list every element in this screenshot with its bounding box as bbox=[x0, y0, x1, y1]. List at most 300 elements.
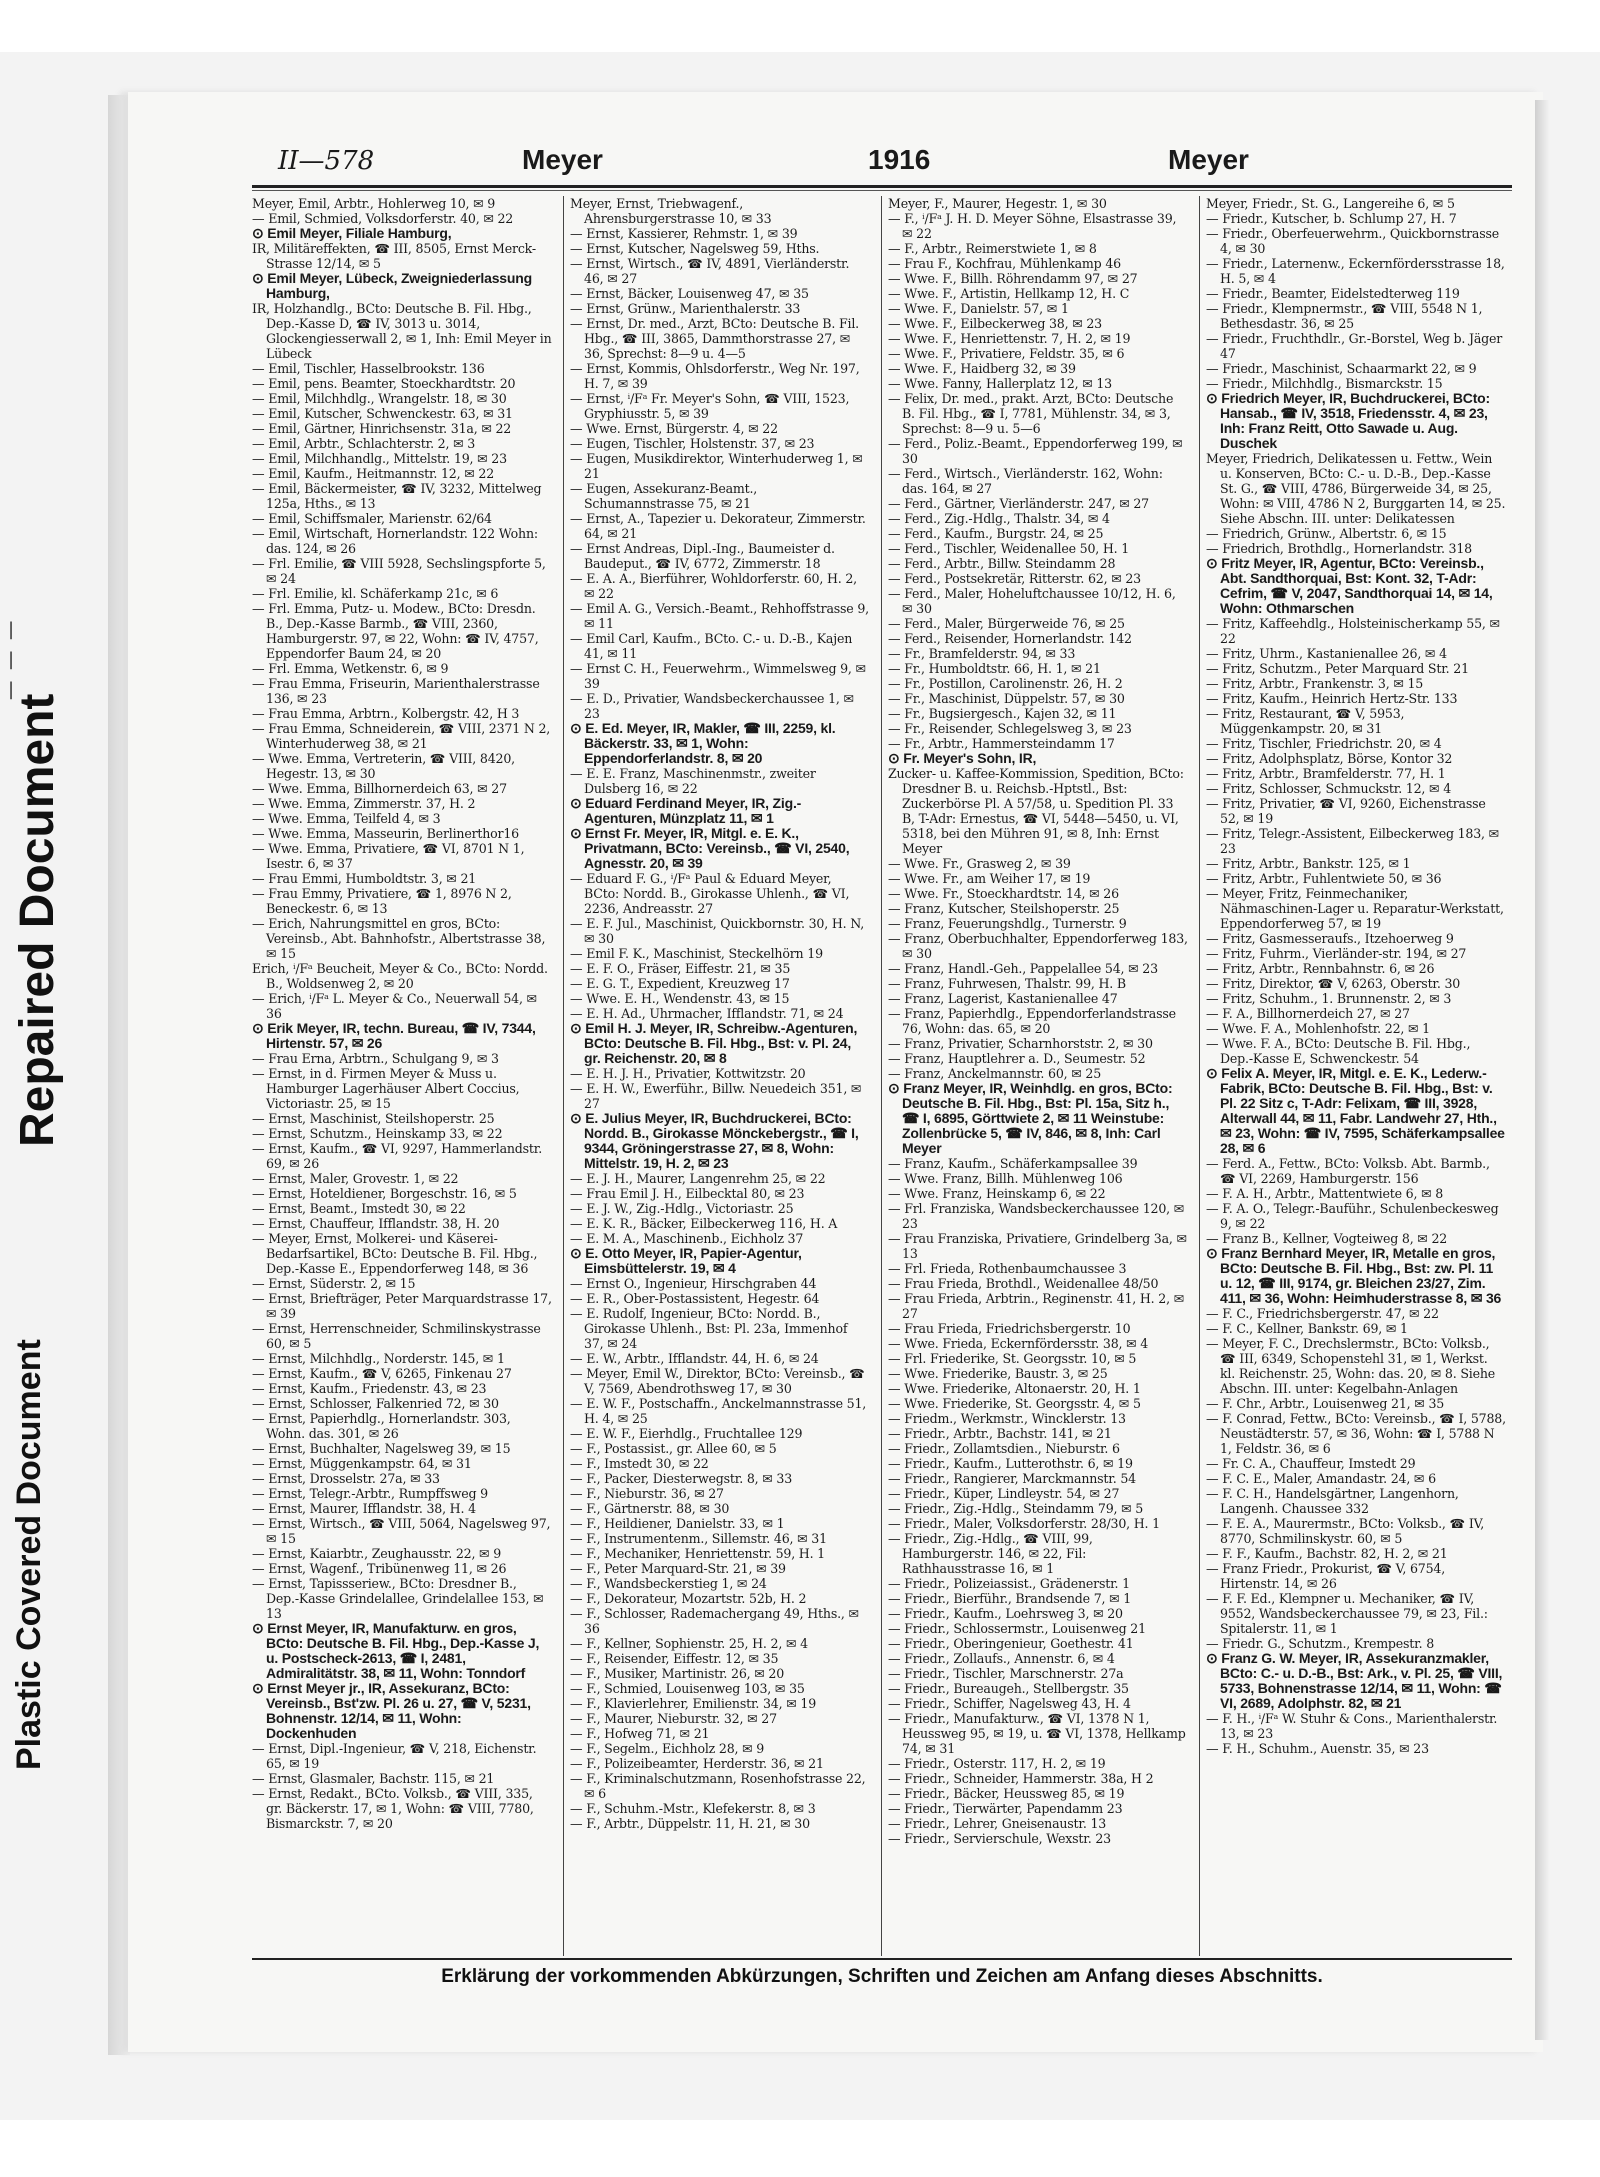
directory-entry: — Friedr., Manufakturw., ☎ VI, 1378 N 1, Heussweg 95, ✉ 19, u. ☎ VI, 1378, Hellkamp 74, ✉ 31 bbox=[888, 1711, 1186, 1756]
directory-entry: — E. D., Privatier, Wandsbeckerchaussee 1, ✉ 23 bbox=[570, 691, 854, 721]
directory-entry: — Friedr., Zig.-Hdlg., Steindamm 79, ✉ 5 bbox=[888, 1501, 1144, 1516]
directory-entry: — F., Mechaniker, Henriettenstr. 59, H. 1 bbox=[570, 1546, 825, 1561]
directory-entry: — Wwe. Fanny, Hallerplatz 12, ✉ 13 bbox=[888, 376, 1112, 391]
directory-entry: — Fr., Bugsiergesch., Kajen 32, ✉ 11 bbox=[888, 706, 1117, 721]
directory-entry: — Franz, Hauptlehrer a. D., Seumestr. 52 bbox=[888, 1051, 1146, 1066]
directory-entry: — Wwe. F. A., BCto: Deutsche B. Fil. Hbg., Dep.-Kasse E, Schwenckestr. 54 bbox=[1206, 1036, 1471, 1066]
directory-entry: — Fr., Maschinist, Düppelstr. 57, ✉ 30 bbox=[888, 691, 1125, 706]
directory-entry: — Frl. Franziska, Wandsbeckerchaussee 120, ✉ 23 bbox=[888, 1201, 1185, 1231]
directory-entry: — Ernst, Hoteldiener, Borgeschstr. 16, ✉ 5 bbox=[252, 1186, 517, 1201]
directory-entry: — F., Packer, Diesterwegstr. 8, ✉ 33 bbox=[570, 1471, 793, 1486]
directory-entry: — Frl. Friederike, St. Georgsstr. 10, ✉ 5 bbox=[888, 1351, 1137, 1366]
column-1 bbox=[252, 196, 552, 1956]
directory-entry: — Fritz, Uhrm., Kastanienallee 26, ✉ 4 bbox=[1206, 646, 1447, 661]
directory-entry: — Emil, Arbtr., Schlachterstr. 2, ✉ 3 bbox=[252, 436, 476, 451]
directory-entry: — Eugen, Assekuranz-Beamt., Schumannstrasse 75, ✉ 21 bbox=[570, 481, 758, 511]
page-number: II—578 bbox=[278, 146, 375, 176]
page-binding bbox=[108, 95, 130, 2055]
directory-entry: — Friedr., Schiffer, Nagelsweg 43, H. 4 bbox=[888, 1696, 1131, 1711]
directory-entry: — F., Dekorateur, Mozartstr. 52b, H. 2 bbox=[570, 1591, 807, 1606]
directory-entry: — E. M. A., Maschinenb., Eichholz 37 bbox=[570, 1231, 804, 1246]
directory-entry: — Ernst, Kaufm., ☎ VI, 9297, Hammerlandstr. 69, ✉ 26 bbox=[252, 1141, 543, 1171]
directory-entry: — Ernst, Drosselstr. 27a, ✉ 33 bbox=[252, 1471, 440, 1486]
directory-entry: — Wwe. F., Eilbeckerweg 38, ✉ 23 bbox=[888, 316, 1102, 331]
directory-entry: — Ferd., Wirtsch., Vierländerstr. 162, Wohn: das. 164, ✉ 27 bbox=[888, 466, 1163, 496]
firm-entry: ⊙ Fr. Meyer's Sohn, IR, bbox=[888, 750, 1037, 766]
directory-entry: — Frau Emil J. H., Eilbecktal 80, ✉ 23 bbox=[570, 1186, 805, 1201]
directory-entry: — F. C., Kellner, Bankstr. 69, ✉ 1 bbox=[1206, 1321, 1408, 1336]
directory-entry: — Eugen, Tischler, Holstenstr. 37, ✉ 23 bbox=[570, 436, 815, 451]
directory-entry: — Franz, Handl.-Geh., Pappelallee 54, ✉ 23 bbox=[888, 961, 1158, 976]
directory-entry: — Wwe. Emma, Privatiere, ☎ VI, 8701 N 1, Isestr. 6, ✉ 37 bbox=[252, 841, 525, 871]
directory-entry: — F. H., ⁱ/Fᵃ W. Stuhr & Cons., Marienthalerstr. 13, ✉ 23 bbox=[1206, 1711, 1498, 1741]
directory-entry: — Friedr., Rangierer, Marckmannstr. 54 bbox=[888, 1471, 1136, 1486]
page-header bbox=[250, 142, 1515, 180]
directory-entry: — Friedr., Bureaugeh., Stellbergstr. 35 bbox=[888, 1681, 1129, 1696]
directory-entry: — Fritz, Gasmesseraufs., Itzehoerweg 9 bbox=[1206, 931, 1454, 946]
directory-entry: — Wwe. F. A., Mohlenhofstr. 22, ✉ 1 bbox=[1206, 1021, 1430, 1036]
directory-entry: — Frau Emma, Friseurin, Marienthalerstrasse 136, ✉ 23 bbox=[252, 676, 540, 706]
directory-entry: — Friedr., Beamter, Eidelstedterweg 119 bbox=[1206, 286, 1460, 301]
directory-entry: — Fr., Reisender, Schlegelsweg 3, ✉ 23 bbox=[888, 721, 1132, 736]
directory-entry: — Ernst, Tapissseriew., BCto: Dresdner B., Dep.-Kasse Grindelallee, Grindelallee 153, ✉ 13 bbox=[252, 1576, 544, 1621]
directory-columns bbox=[252, 196, 1512, 1964]
directory-entry: — Ferd., Maler, Hoheluftchaussee 10/12, H. 6, ✉ 30 bbox=[888, 586, 1176, 616]
directory-entry: — Ernst C. H., Feuerwehrm., Wimmelsweg 9, ✉ 39 bbox=[570, 661, 866, 691]
directory-entry: — Friedr., Küper, Lindleystr. 54, ✉ 27 bbox=[888, 1486, 1120, 1501]
directory-entry: — Ernst, Papierhdlg., Hornerlandstr. 303, Wohn. das. 301, ✉ 26 bbox=[252, 1411, 511, 1441]
directory-entry: — Ernst, Kommis, Ohlsdorferstr., Weg Nr. 197, H. 7, ✉ 39 bbox=[570, 361, 860, 391]
directory-entry: — Ernst, Schutzm., Heinskamp 33, ✉ 22 bbox=[252, 1126, 503, 1141]
directory-entry: — Friedr., Kaufm., Lutterothstr. 6, ✉ 19 bbox=[888, 1456, 1133, 1471]
directory-entry: — Ferd., Arbtr., Billw. Steindamm 28 bbox=[888, 556, 1116, 571]
directory-entry: — Meyer, Ernst, Molkerei- und Käserei-Bedarfsartikel, BCto: Deutsche B. Fil. Hbg., Dep.-Kasse E., Eppendorferweg 148, ✉ 36 bbox=[252, 1231, 538, 1276]
directory-entry: — Friedr., Maler, Volksdorferstr. 28/30, H. 1 bbox=[888, 1516, 1160, 1531]
directory-entry: — Wwe. Friederike, Altonaerstr. 20, H. 1 bbox=[888, 1381, 1141, 1396]
column-divider bbox=[1199, 196, 1200, 1956]
repaired-document-label: Repaired Document bbox=[11, 693, 64, 1147]
directory-entry: — Ferd. A., Fettw., BCto: Volksb. Abt. Barmb., ☎ VI, 2269, Hamburgerstr. 156 bbox=[1206, 1156, 1490, 1186]
directory-entry: — Friedrich, Grünw., Albertstr. 6, ✉ 15 bbox=[1206, 526, 1447, 541]
directory-entry: — Friedr., Maschinist, Schaarmarkt 22, ✉ 9 bbox=[1206, 361, 1477, 376]
directory-entry: — Friedr., Servierschule, Wexstr. 23 bbox=[888, 1831, 1111, 1846]
directory-entry: — Ernst, Herrenschneider, Schmilinskystrasse 60, ✉ 5 bbox=[252, 1321, 541, 1351]
directory-entry: — Ferd., Kaufm., Burgstr. 24, ✉ 25 bbox=[888, 526, 1104, 541]
directory-entry: — Ernst, Dr. med., Arzt, BCto: Deutsche B. Fil. Hbg., ☎ III, 3865, Dammthorstrasse 27, ✉ 36, Sprechst: 8—9 u. 4—5 bbox=[570, 316, 859, 361]
directory-entry: — Ernst, Briefträger, Peter Marquardstrasse 17, ✉ 39 bbox=[252, 1291, 552, 1321]
directory-entry: — Felix, Dr. med., prakt. Arzt, BCto: Deutsche B. Fil. Hbg., ☎ I, 7781, Mühlenstr. 34, ✉ 3, Sprechst: 8—9 u. 5—6 bbox=[888, 391, 1174, 436]
directory-entry: Meyer, Friedrich, Delikatessen u. Fettw., Wein u. Konserven, BCto: C.- u. D.-B., Dep.-Kasse St. G., ☎ VIII, 4786, Bürgerweide 34, ✉ 25, Wohn: ✉ VIII, 4786 N 2, Burggarten 14, ✉ 25. Siehe Abschn. III. unter: Delikatessen bbox=[1206, 451, 1506, 526]
directory-entry: — Ernst O., Ingenieur, Hirschgraben 44 bbox=[570, 1276, 817, 1291]
directory-entry: IR, Militäreffekten, ☎ III, 8505, Ernst Merck-Strasse 12/14, ✉ 5 bbox=[252, 241, 536, 271]
directory-entry: — E. A. A., Bierführer, Wohldorferstr. 60, H. 2, ✉ 22 bbox=[570, 571, 857, 601]
directory-entry: — Fritz, Tischler, Friedrichstr. 20, ✉ 4 bbox=[1206, 736, 1442, 751]
directory-entry: — Fr. C. A., Chauffeur, Imstedt 29 bbox=[1206, 1456, 1416, 1471]
directory-entry: — F., Kellner, Sophienstr. 25, H. 2, ✉ 4 bbox=[570, 1636, 808, 1651]
directory-entry: — Emil, Schmied, Volksdorferstr. 40, ✉ 22 bbox=[252, 211, 514, 226]
directory-entry: — Ernst, Dipl.-Ingenieur, ☎ V, 218, Eichenstr. 65, ✉ 19 bbox=[252, 1741, 537, 1771]
directory-entry: — Emil, Schiffsmaler, Marienstr. 62/64 bbox=[252, 511, 492, 526]
directory-entry: — Fr., Bramfelderstr. 94, ✉ 33 bbox=[888, 646, 1076, 661]
directory-entry: — Wwe. F., Artistin, Hellkamp 12, H. C bbox=[888, 286, 1130, 301]
directory-entry: — Frau Emma, Arbtrn., Kolbergstr. 42, H 3 bbox=[252, 706, 520, 721]
directory-entry: — Frau Frieda, Arbtrin., Reginenstr. 41, H. 2, ✉ 27 bbox=[888, 1291, 1185, 1321]
directory-entry: — Frau Emmi, Humboldtstr. 3, ✉ 21 bbox=[252, 871, 477, 886]
directory-entry: — Friedr., Kaufm., Loehrsweg 3, ✉ 20 bbox=[888, 1606, 1123, 1621]
directory-entry: — Friedr., Zig.-Hdlg., ☎ VIII, 99, Hamburgerstr. 146, ✉ 22, Fil: Rathhausstrasse 16, ✉ 1 bbox=[888, 1531, 1093, 1576]
header-rule-thin bbox=[252, 190, 1512, 191]
directory-entry: — E. F. Jul., Maschinist, Quickbornstr. 30, H. N, ✉ 30 bbox=[570, 916, 865, 946]
directory-entry: — E. W. F., Eierhdlg., Fruchtallee 129 bbox=[570, 1426, 803, 1441]
directory-entry: — Friedr., Klempnermstr., ☎ VIII, 5548 N 1, Bethesdastr. 36, ✉ 25 bbox=[1206, 301, 1483, 331]
directory-entry: — Fr., Postillon, Carolinenstr. 26, H. 2 bbox=[888, 676, 1123, 691]
firm-entry: ⊙ Felix A. Meyer, IR, Mitgl. e. E. K., Lederw.-Fabrik, BCto: Deutsche B. Fil. Hbg., Bst: v. Pl. 22 Sitz c, T-Adr: Felixam, ☎ III, 3928, Alterwall 44, ✉ 11, Fabr. Landwehr 27, Hth., ✉ 23, Wohn: ☎ IV, 7595, Schäferkampsallee 28, ✉ 6 bbox=[1206, 1065, 1505, 1156]
directory-entry: — Ernst, Müggenkampstr. 64, ✉ 31 bbox=[252, 1456, 472, 1471]
directory-entry: — F., Maurer, Nieburstr. 32, ✉ 27 bbox=[570, 1711, 777, 1726]
directory-entry: — E. H. J. H., Privatier, Kottwitzstr. 20 bbox=[570, 1066, 806, 1081]
directory-entry: — Franz B., Kellner, Vogteiweg 8, ✉ 22 bbox=[1206, 1231, 1448, 1246]
directory-entry: — Ernst, Wagenf., Tribünenweg 11, ✉ 26 bbox=[252, 1561, 507, 1576]
directory-entry: — Wwe. Frieda, Eckernfördersstr. 38, ✉ 4 bbox=[888, 1336, 1149, 1351]
directory-entry: — Emil, Milchhandlg., Mittelstr. 19, ✉ 23 bbox=[252, 451, 507, 466]
footer-rule bbox=[252, 1958, 1512, 1960]
directory-entry: — Ferd., Poliz.-Beamt., Eppendorferweg 199, ✉ 30 bbox=[888, 436, 1183, 466]
directory-entry: Zucker- u. Kaffee-Kommission, Spedition, BCto: Dresdner B. u. Reichsb.-Hptstl., Bst: Zuckerbörse Pl. A 57/58, u. Spedition Pl. 33 B, T-Adr: Ernestus, ☎ VI, 5448—5450, u. VI, 5318, bei den Mühren 91, ✉ 8, Inh: Ernst Meyer bbox=[888, 766, 1184, 856]
directory-entry: — Ernst, A., Tapezier u. Dekorateur, Zimmerstr. 64, ✉ 21 bbox=[570, 511, 866, 541]
directory-entry: — Emil, Wirtschaft, Hornerlandstr. 122 Wohn: das. 124, ✉ 26 bbox=[252, 526, 538, 556]
directory-entry: — Ernst, Maschinist, Steilshoperstr. 25 bbox=[252, 1111, 495, 1126]
directory-entry: — Fr., Humboldtstr. 66, H. 1, ✉ 21 bbox=[888, 661, 1101, 676]
directory-entry: — E. R., Ober-Postassistent, Hegestr. 64 bbox=[570, 1291, 820, 1306]
directory-entry: — Ferd., Zig.-Hdlg., Thalstr. 34, ✉ 4 bbox=[888, 511, 1110, 526]
directory-entry: — F., Reisender, Eiffestr. 12, ✉ 35 bbox=[570, 1651, 779, 1666]
directory-entry: — Fritz, Arbtr., Bankstr. 125, ✉ 1 bbox=[1206, 856, 1411, 871]
directory-entry: — Wwe. F., Privatiere, Feldstr. 35, ✉ 6 bbox=[888, 346, 1125, 361]
directory-entry: — Friedr., Bäcker, Heussweg 85, ✉ 19 bbox=[888, 1786, 1125, 1801]
directory-entry: — F., Klavierlehrer, Emilienstr. 34, ✉ 19 bbox=[570, 1696, 817, 1711]
directory-entry: — F. F., Kaufm., Bachstr. 82, H. 2, ✉ 21 bbox=[1206, 1546, 1448, 1561]
directory-entry: — F., Gärtnerstr. 88, ✉ 30 bbox=[570, 1501, 730, 1516]
directory-entry: — Emil, Gärtner, Hinrichsenstr. 31a, ✉ 22 bbox=[252, 421, 512, 436]
directory-entry: — F., Schlosser, Rademachergang 49, Hths., ✉ 36 bbox=[570, 1606, 859, 1636]
directory-entry: — Fritz, Kaufm., Heinrich Hertz-Str. 133 bbox=[1206, 691, 1458, 706]
directory-entry: — F., Hofweg 71, ✉ 21 bbox=[570, 1726, 710, 1741]
directory-entry: — F. C., Friedrichsbergerstr. 47, ✉ 22 bbox=[1206, 1306, 1439, 1321]
directory-entry: — Emil A. G., Versich.-Beamt., Rehhoffstrasse 9, ✉ 11 bbox=[570, 601, 869, 631]
directory-entry: — E. H. Ad., Uhrmacher, Ifflandstr. 71, ✉ 24 bbox=[570, 1006, 844, 1021]
directory-entry: — Friedrich, Brothdlg., Hornerlandstr. 318 bbox=[1206, 541, 1472, 556]
directory-entry: — Ernst, Kutscher, Nagelsweg 59, Hths. bbox=[570, 241, 820, 256]
directory-entry: — F., Polizeibeamter, Herderstr. 36, ✉ 21 bbox=[570, 1756, 824, 1771]
directory-entry: — Friedr., Osterstr. 117, H. 2, ✉ 19 bbox=[888, 1756, 1106, 1771]
directory-entry: — Ernst, Glasmaler, Bachstr. 115, ✉ 21 bbox=[252, 1771, 495, 1786]
directory-entry: — Friedr., Lehrer, Gneisenaustr. 13 bbox=[888, 1816, 1107, 1831]
directory-entry: — Ferd., Maler, Bürgerweide 76, ✉ 25 bbox=[888, 616, 1125, 631]
directory-entry: — Wwe. F., Danielstr. 57, ✉ 1 bbox=[888, 301, 1069, 316]
directory-entry: — E. K. R., Bäcker, Eilbeckerweg 116, H. A bbox=[570, 1216, 838, 1231]
directory-entry: — Wwe. F., Billh. Röhrendamm 97, ✉ 27 bbox=[888, 271, 1138, 286]
directory-entry: — F., Segelm., Eichholz 28, ✉ 9 bbox=[570, 1741, 765, 1756]
directory-entry: — Ernst Andreas, Dipl.-Ing., Baumeister d. Baudeput., ☎ IV, 6772, Zimmerstr. 18 bbox=[570, 541, 835, 571]
directory-entry: — Meyer, Emil W., Direktor, BCto: Vereinsb., ☎ V, 7569, Abendrothsweg 17, ✉ 30 bbox=[570, 1366, 865, 1396]
directory-entry: — Fritz, Privatier, ☎ VI, 9260, Eichenstrasse 52, ✉ 19 bbox=[1206, 796, 1486, 826]
directory-entry: — Ferd., Reisender, Hornerlandstr. 142 bbox=[888, 631, 1132, 646]
directory-entry: IR, Holzhandlg., BCto: Deutsche B. Fil. Hbg., Dep.-Kasse D, ☎ IV, 3013 u. 3014, Glockengiesserwall 2, ✉ 1, Inh: Emil Meyer in Lübeck bbox=[252, 301, 552, 361]
directory-entry: — Emil, Kaufm., Heitmannstr. 12, ✉ 22 bbox=[252, 466, 495, 481]
directory-entry: — Frl. Emilie, kl. Schäferkamp 21c, ✉ 6 bbox=[252, 586, 499, 601]
directory-entry: — F., Arbtr., Düppelstr. 11, H. 21, ✉ 30 bbox=[570, 1816, 810, 1831]
directory-entry: — F., Arbtr., Reimerstwiete 1, ✉ 8 bbox=[888, 241, 1097, 256]
directory-entry: — F. H., Schuhm., Auenstr. 35, ✉ 23 bbox=[1206, 1741, 1429, 1756]
directory-entry: — Franz, Privatier, Scharnhorststr. 2, ✉ 30 bbox=[888, 1036, 1153, 1051]
directory-entry: — F., Kriminalschutzmann, Rosenhofstrasse 22, ✉ 6 bbox=[570, 1771, 866, 1801]
directory-entry: — Fritz, Schlosser, Schmuckstr. 12, ✉ 4 bbox=[1206, 781, 1452, 796]
firm-entry: ⊙ Emil H. J. Meyer, IR, Schreibw.-Agenturen, BCto: Deutsche B. Fil. Hbg., Bst: v. Pl. 24, gr. Reichenstr. 20, ✉ 8 bbox=[570, 1020, 858, 1066]
directory-entry: — Fr., Arbtr., Hammersteindamm 17 bbox=[888, 736, 1115, 751]
directory-entry: — Friedr., Schlossermstr., Louisenweg 21 bbox=[888, 1621, 1146, 1636]
directory-entry: — E. F. O., Fräser, Eiffestr. 21, ✉ 35 bbox=[570, 961, 791, 976]
directory-entry: — Emil Carl, Kaufm., BCto. C.- u. D.-B., Kajen 41, ✉ 11 bbox=[570, 631, 853, 661]
header-name-left: Meyer bbox=[522, 144, 603, 175]
directory-entry: — F., Schmied, Louisenweg 103, ✉ 35 bbox=[570, 1681, 805, 1696]
directory-entry: — Franz, Lagerist, Kastanienallee 47 bbox=[888, 991, 1118, 1006]
directory-entry: — Fritz, Restaurant, ☎ V, 5953, Müggenkampstr. 20, ✉ 31 bbox=[1206, 706, 1405, 736]
directory-entry: — Frl. Emilie, ☎ VIII 5928, Sechslingspforte 5, ✉ 24 bbox=[252, 556, 546, 586]
directory-entry: — F., Wandsbeckerstieg 1, ✉ 24 bbox=[570, 1576, 767, 1591]
directory-entry: — E. W., Arbtr., Ifflandstr. 44, H. 6, ✉ 24 bbox=[570, 1351, 819, 1366]
directory-entry: — F., Nieburstr. 36, ✉ 27 bbox=[570, 1486, 724, 1501]
directory-entry: — F., Postassist., gr. Allee 60, ✉ 5 bbox=[570, 1441, 777, 1456]
directory-entry: — Ernst, Telegr.-Arbtr., Rumpffsweg 9 bbox=[252, 1486, 488, 1501]
directory-entry: — Friedr., Polizeiassist., Grädenerstr. 1 bbox=[888, 1576, 1130, 1591]
directory-entry: — Emil, Bäckermeister, ☎ IV, 3232, Mittelweg 125a, Hths., ✉ 13 bbox=[252, 481, 542, 511]
directory-entry: — Frau Erna, Arbtrn., Schulgang 9, ✉ 3 bbox=[252, 1051, 499, 1066]
directory-entry: — Franz, Anckelmannstr. 60, ✉ 25 bbox=[888, 1066, 1102, 1081]
directory-entry: — Wwe. Emma, Teilfeld 4, ✉ 3 bbox=[252, 811, 441, 826]
directory-entry: Meyer, Emil, Arbtr., Hohlerweg 10, ✉ 9 bbox=[252, 196, 496, 211]
directory-entry: — Wwe. Franz, Heinskamp 6, ✉ 22 bbox=[888, 1186, 1106, 1201]
directory-entry: — Wwe. Friederike, St. Georgsstr. 4, ✉ 5 bbox=[888, 1396, 1141, 1411]
directory-entry: — F., Schuhm.-Mstr., Klefekerstr. 8, ✉ 3 bbox=[570, 1801, 816, 1816]
directory-entry: — Ernst, Milchhdlg., Norderstr. 145, ✉ 1 bbox=[252, 1351, 505, 1366]
directory-entry: — Ferd., Postsekretär, Ritterstr. 62, ✉ 23 bbox=[888, 571, 1141, 586]
directory-entry: — Friedr., Laternenw., Eckernfördersstrasse 18, H. 5, ✉ 4 bbox=[1206, 256, 1505, 286]
firm-entry: ⊙ Ernst Meyer, IR, Manufakturw. en gros, BCto: Deutsche B. Fil. Hbg., Dep.-Kasse J, u. Postscheck-2613, ☎ I, 2481, Admiralitätstr. 38, ✉ 11, Wohn: Tonndorf bbox=[252, 1620, 540, 1681]
directory-entry: — Fritz, Schuhm., 1. Brunnenstr. 2, ✉ 3 bbox=[1206, 991, 1452, 1006]
firm-entry: ⊙ Franz Meyer, IR, Weinhdlg. en gros, BCto: Deutsche B. Fil. Hbg., Bst: Pl. 15a, Sitz h., ☎ I, 6895, Görttwiete 2, ✉ 11 Weinstube: Zollenbrücke 5, ☎ IV, 846, ✉ 8, Inh: Carl Meyer bbox=[888, 1080, 1173, 1156]
directory-entry: — F. Conrad, Fettw., BCto: Vereinsb., ☎ I, 5788, Neustädterstr. 57, ✉ 36, Wohn: ☎ I, 5788 N 1, Feldstr. 36, ✉ 6 bbox=[1206, 1411, 1506, 1456]
directory-entry: — Friedr., Arbtr., Bachstr. 141, ✉ 21 bbox=[888, 1426, 1112, 1441]
directory-entry: — Ernst, ⁱ/Fᵃ Fr. Meyer's Sohn, ☎ VIII, 1523, Gryphiusstr. 5, ✉ 39 bbox=[570, 391, 850, 421]
directory-entry: — Meyer, Fritz, Feinmechaniker, Nähmaschinen-Lager u. Reparatur-Werkstatt, Eppendorferweg 57, ✉ 19 bbox=[1206, 886, 1504, 931]
directory-entry: — Emil F. K., Maschinist, Steckelhörn 19 bbox=[570, 946, 823, 961]
directory-entry: — Fritz, Arbtr., Rennbahnstr. 6, ✉ 26 bbox=[1206, 961, 1435, 976]
directory-entry: — Wwe. Fr., Stoeckhardtstr. 14, ✉ 26 bbox=[888, 886, 1119, 901]
directory-entry: — Wwe. Franz, Billh. Mühlenweg 106 bbox=[888, 1171, 1123, 1186]
directory-entry: — Erich, ⁱ/Fᵃ L. Meyer & Co., Neuerwall 54, ✉ 36 bbox=[252, 991, 537, 1021]
directory-entry: — Ernst, Buchhalter, Nagelsweg 39, ✉ 15 bbox=[252, 1441, 511, 1456]
directory-entry: — E. Rudolf, Ingenieur, BCto: Nordd. B., Girokasse Uhlenh., Bst: Pl. 23a, Immenhof 37, ✉ 24 bbox=[570, 1306, 848, 1351]
directory-entry: — F., Musiker, Martinistr. 26, ✉ 20 bbox=[570, 1666, 785, 1681]
directory-entry: — Franz, Fuhrwesen, Thalstr. 99, H. B bbox=[888, 976, 1126, 991]
directory-entry: — Emil, Kutscher, Schwenckestr. 63, ✉ 31 bbox=[252, 406, 513, 421]
directory-entry: Erich, ⁱ/Fᵃ Beucheit, Meyer & Co., BCto: Nordd. B., Woldsenweg 2, ✉ 20 bbox=[252, 961, 548, 991]
directory-entry: — F. E. A., Maurermstr., BCto: Volksb., ☎ IV, 8770, Schmilinskystr. 60, ✉ 5 bbox=[1206, 1516, 1485, 1546]
directory-entry: — Ernst, Grünw., Marienthalerstr. 33 bbox=[570, 301, 801, 316]
directory-entry: — Frau F., Kochfrau, Mühlenkamp 46 bbox=[888, 256, 1121, 271]
directory-entry: — Wwe. Ernst, Bürgerstr. 4, ✉ 22 bbox=[570, 421, 778, 436]
column-divider bbox=[563, 196, 564, 1956]
directory-entry: — Friedr. G., Schutzm., Krempestr. 8 bbox=[1206, 1636, 1435, 1651]
firm-entry: ⊙ Erik Meyer, IR, techn. Bureau, ☎ IV, 7344, Hirtenstr. 57, ✉ 26 bbox=[252, 1020, 536, 1051]
directory-entry: — Friedr., Oberingenieur, Goethestr. 41 bbox=[888, 1636, 1134, 1651]
directory-entry: — Eugen, Musikdirektor, Winterhuderweg 1, ✉ 21 bbox=[570, 451, 863, 481]
directory-entry: — Ernst, Wirtsch., ☎ VIII, 5064, Nagelsweg 97, ✉ 15 bbox=[252, 1516, 551, 1546]
directory-entry: — F., Imstedt 30, ✉ 22 bbox=[570, 1456, 709, 1471]
directory-entry: — Ernst, in d. Firmen Meyer & Muss u. Hamburger Lagerhäuser Albert Coccius, Victoriastr. 25, ✉ 15 bbox=[252, 1066, 520, 1111]
directory-entry: — Franz, Feuerungshdlg., Turnerstr. 9 bbox=[888, 916, 1127, 931]
directory-entry: — F. F. Ed., Klempner u. Mechaniker, ☎ IV, 9552, Wandsbeckerchaussee 79, ✉ 23, Fil.: Spitalerstr. 11, ✉ 1 bbox=[1206, 1591, 1488, 1636]
directory-entry: — Fritz, Kaffeehdlg., Holsteinischerkamp 55, ✉ 22 bbox=[1206, 616, 1500, 646]
directory-entry: — Frau Emma, Schneiderein, ☎ VIII, 2371 N 2, Winterhuderweg 38, ✉ 21 bbox=[252, 721, 551, 751]
directory-entry: — Friedr., Zollamtsdien., Nieburstr. 6 bbox=[888, 1441, 1120, 1456]
firm-entry: ⊙ E. Ed. Meyer, IR, Makler, ☎ III, 2259, kl. Bäckerstr. 33, ✉ 1, Wohn: Eppendorferlandstr. 8, ✉ 20 bbox=[570, 720, 836, 766]
directory-entry: — Ernst, Kassierer, Rehmstr. 1, ✉ 39 bbox=[570, 226, 798, 241]
directory-entry: — Wwe. Emma, Zimmerstr. 37, H. 2 bbox=[252, 796, 476, 811]
directory-entry: — Fritz, Schutzm., Peter Marquard Str. 21 bbox=[1206, 661, 1469, 676]
firm-entry: ⊙ Franz G. W. Meyer, IR, Assekuranzmakler, BCto: C.- u. D.-B., Bst: Ark., v. Pl. 25, ☎ VIII, 5733, Bohnenstrasse 12/14, ✉ 11, Wohn: ☎ VI, 2689, Adolphstr. 82, ✉ 21 bbox=[1206, 1650, 1503, 1711]
directory-entry: — Frau Franziska, Privatiere, Grindelberg 3a, ✉ 13 bbox=[888, 1231, 1187, 1261]
directory-entry: — Fritz, Adolphsplatz, Börse, Kontor 32 bbox=[1206, 751, 1453, 766]
directory-entry: — Frl. Frieda, Rothenbaumchaussee 3 bbox=[888, 1261, 1127, 1276]
directory-entry: — Frau Emmy, Privatiere, ☎ 1, 8976 N 2, Beneckestr. 6, ✉ 13 bbox=[252, 886, 512, 916]
firm-entry: ⊙ Emil Meyer, Filiale Hamburg, bbox=[252, 225, 452, 241]
directory-entry: — Eduard F. G., ⁱ/Fᵃ Paul & Eduard Meyer, BCto: Nordd. B., Girokasse Uhlenh., ☎ VI, 2236, Andreasstr. 27 bbox=[570, 871, 850, 916]
firm-entry: ⊙ E. Julius Meyer, IR, Buchdruckerei, BCto: Nordd. B., Girokasse Mönckebergstr., ☎ I, 9344, Gröningerstrasse 27, ✉ 8, Wohn: Mittelstr. 19, H. 2, ✉ 23 bbox=[570, 1110, 859, 1171]
directory-entry: — Friedr., Milchhdlg., Bismarckstr. 15 bbox=[1206, 376, 1443, 391]
header-rule bbox=[252, 185, 1512, 188]
directory-entry: — E. W. F., Postschaffn., Anckelmannstrasse 51, H. 4, ✉ 25 bbox=[570, 1396, 867, 1426]
directory-entry: — Wwe. Fr., Grasweg 2, ✉ 39 bbox=[888, 856, 1071, 871]
directory-entry: — F. C. E., Maler, Amandastr. 24, ✉ 6 bbox=[1206, 1471, 1436, 1486]
directory-entry: Meyer, F., Maurer, Hegestr. 1, ✉ 30 bbox=[888, 196, 1107, 211]
firm-entry: ⊙ Friedrich Meyer, IR, Buchdruckerei, BCto: Hansab., ☎ IV, 3518, Friedensstr. 4, ✉ 23, Inh: Franz Reitt, Otto Sawade u. Aug. Duschek bbox=[1206, 390, 1490, 451]
directory-entry: — F., Heildiener, Danielstr. 33, ✉ 1 bbox=[570, 1516, 785, 1531]
directory-entry: — Fritz, Arbtr., Frankenstr. 3, ✉ 15 bbox=[1206, 676, 1424, 691]
directory-entry: — Emil, Milchhdlg., Wrangelstr. 18, ✉ 30 bbox=[252, 391, 507, 406]
page-edge bbox=[1535, 100, 1549, 2040]
directory-entry: — Franz, Kaufm., Schäferkampsallee 39 bbox=[888, 1156, 1138, 1171]
directory-entry: — Ernst, Redakt., BCto. Volksb., ☎ VIII, 335, gr. Bäckerstr. 17, ✉ 1, Wohn: ☎ VIII, 7780, Bismarckstr. 7, ✉ 20 bbox=[252, 1786, 534, 1831]
directory-entry: — Ernst, Schlosser, Falkenried 72, ✉ 30 bbox=[252, 1396, 499, 1411]
directory-entry: — Wwe. F., Haidberg 32, ✉ 39 bbox=[888, 361, 1076, 376]
directory-entry: Meyer, Ernst, Triebwagenf., Ahrensburgerstrasse 10, ✉ 33 bbox=[570, 196, 772, 226]
directory-entry: — F. Chr., Arbtr., Louisenweg 21, ✉ 35 bbox=[1206, 1396, 1445, 1411]
directory-entry: — Franz, Oberbuchhalter, Eppendorferweg 183, ✉ 30 bbox=[888, 931, 1188, 961]
directory-entry: — Ernst, Wirtsch., ☎ IV, 4891, Vierländerstr. 46, ✉ 27 bbox=[570, 256, 850, 286]
directory-entry: — Frau Frieda, Friedrichsbergerstr. 10 bbox=[888, 1321, 1131, 1336]
firm-entry: ⊙ Emil Meyer, Lübeck, Zweigniederlassung Hamburg, bbox=[252, 270, 532, 301]
directory-entry: — Emil, pens. Beamter, Stoeckhardtstr. 20 bbox=[252, 376, 516, 391]
directory-entry: — Ernst, Süderstr. 2, ✉ 15 bbox=[252, 1276, 416, 1291]
directory-entry: — E. J. H., Maurer, Langenrehm 25, ✉ 22 bbox=[570, 1171, 826, 1186]
directory-entry: — Ernst, Bäcker, Louisenweg 47, ✉ 35 bbox=[570, 286, 809, 301]
column-divider bbox=[881, 196, 882, 1956]
column-2 bbox=[570, 196, 870, 1956]
directory-entry: — Friedr., Oberfeuerwehrm., Quickbornstrasse 4, ✉ 30 bbox=[1206, 226, 1499, 256]
directory-entry: — Fritz, Telegr.-Assistent, Eilbeckerweg 183, ✉ 23 bbox=[1206, 826, 1500, 856]
directory-entry: — Friedr., Schneider, Hammerstr. 38a, H 2 bbox=[888, 1771, 1154, 1786]
firm-entry: ⊙ Eduard Ferdinand Meyer, IR, Zig.-Agenturen, Münzplatz 11, ✉ 1 bbox=[570, 795, 802, 826]
directory-entry: — Fritz, Arbtr., Bramfelderstr. 77, H. 1 bbox=[1206, 766, 1446, 781]
firm-entry: ⊙ Ernst Meyer jr., IR, Assekuranz, BCto: Vereinsb., Bst'zw. Pl. 26 u. 27, ☎ V, 5231, Bohnenstr. 12/14, ✉ 11, Wohn: Dockenhuden bbox=[252, 1680, 531, 1741]
directory-entry: — F. A., Billhornerdeich 27, ✉ 27 bbox=[1206, 1006, 1410, 1021]
directory-entry: — F. C. H., Handelsgärtner, Langenhorn, Langenh. Chaussee 332 bbox=[1206, 1486, 1459, 1516]
directory-entry: — Ferd., Gärtner, Vierländerstr. 247, ✉ 27 bbox=[888, 496, 1149, 511]
directory-entry: — Fritz, Fuhrm., Vierländer-str. 194, ✉ 27 bbox=[1206, 946, 1467, 961]
directory-entry: — Wwe. Emma, Masseurin, Berlinerthor16 bbox=[252, 826, 519, 841]
directory-entry: — Emil, Tischler, Hasselbrookstr. 136 bbox=[252, 361, 485, 376]
directory-entry: — Friedr., Tierwärter, Papendamm 23 bbox=[888, 1801, 1123, 1816]
firm-entry: ⊙ Ernst Fr. Meyer, IR, Mitgl. e. E. K., Privatmann, BCto: Vereinsb., ☎ VI, 2540, Agnesstr. 20, ✉ 39 bbox=[570, 825, 850, 871]
directory-entry: — E. E. Franz, Maschinenmstr., zweiter Dulsberg 16, ✉ 22 bbox=[570, 766, 816, 796]
directory-entry: — E. J. W., Zig.-Hdlg., Victoriastr. 25 bbox=[570, 1201, 794, 1216]
directory-entry: — Ernst, Maurer, Ifflandstr. 38, H. 4 bbox=[252, 1501, 476, 1516]
directory-entry: — Wwe. Fr., am Weiher 17, ✉ 19 bbox=[888, 871, 1091, 886]
directory-entry: — Wwe. Emma, Billhornerdeich 63, ✉ 27 bbox=[252, 781, 507, 796]
directory-entry: — Frl. Emma, Wetkenstr. 6, ✉ 9 bbox=[252, 661, 449, 676]
column-4 bbox=[1206, 196, 1506, 1956]
directory-entry: — Ernst, Beamt., Imstedt 30, ✉ 22 bbox=[252, 1201, 466, 1216]
firm-entry: ⊙ E. Otto Meyer, IR, Papier-Agentur, Eimsbüttelerstr. 19, ✉ 4 bbox=[570, 1245, 802, 1276]
directory-entry: — Friedr., Fruchthdlr., Gr.-Borstel, Weg b. Jäger 47 bbox=[1206, 331, 1503, 361]
directory-entry: — Franz, Kutscher, Steilshoperstr. 25 bbox=[888, 901, 1120, 916]
directory-entry: — Ernst, Kaiarbtr., Zeughausstr. 22, ✉ 9 bbox=[252, 1546, 502, 1561]
firm-entry: ⊙ Fritz Meyer, IR, Agentur, BCto: Vereinsb., Abt. Sandthorquai, Bst: Kont. 32, T-Adr: Cefrim, ☎ V, 2047, Sandthorquai 14, ✉ 14, Wohn: Othmarschen bbox=[1206, 555, 1493, 616]
directory-entry: — Fritz, Direktor, ☎ V, 6263, Oberstr. 30 bbox=[1206, 976, 1461, 991]
directory-entry: — E. G. T., Expedient, Kreuzweg 17 bbox=[570, 976, 790, 991]
directory-entry: — Frau Frieda, Brothdl., Weidenallee 48/50 bbox=[888, 1276, 1159, 1291]
directory-entry: — F., ⁱ/Fᵃ J. H. D. Meyer Söhne, Elsastrasse 39, ✉ 22 bbox=[888, 211, 1177, 241]
directory-entry: — F., Instrumentenm., Sillemstr. 46, ✉ 31 bbox=[570, 1531, 827, 1546]
directory-entry: — Friedm., Werkmstr., Wincklerstr. 13 bbox=[888, 1411, 1126, 1426]
directory-entry: — Ernst, Maler, Grovestr. 1, ✉ 22 bbox=[252, 1171, 459, 1186]
column-3 bbox=[888, 196, 1188, 1956]
directory-entry: — Fritz, Arbtr., Fuhlentwiete 50, ✉ 36 bbox=[1206, 871, 1442, 886]
directory-entry: — F. A. H., Arbtr., Mattentwiete 6, ✉ 8 bbox=[1206, 1186, 1444, 1201]
directory-entry: — Ernst, Chauffeur, Ifflandstr. 38, H. 20 bbox=[252, 1216, 500, 1231]
header-name-right: Meyer bbox=[1168, 144, 1249, 175]
directory-entry: — Ferd., Tischler, Weidenallee 50, H. 1 bbox=[888, 541, 1130, 556]
directory-entry: — Frl. Emma, Putz- u. Modew., BCto: Dresdn. B., Dep.-Kasse Barmb., ☎ VIII, 2360, Hamburgerstr. 97, ✉ 22, Wohn: ☎ IV, 4757, Eppendorfer Baum 24, ✉ 20 bbox=[252, 601, 539, 661]
directory-entry: Meyer, Friedr., St. G., Langereihe 6, ✉ 5 bbox=[1206, 196, 1455, 211]
directory-entry: — Friedr., Bierführ., Brandsende 7, ✉ 1 bbox=[888, 1591, 1132, 1606]
header-year: 1916 bbox=[868, 144, 931, 175]
directory-entry: — Franz, Papierhdlg., Eppendorferlandstrasse 76, Wohn: das. 65, ✉ 20 bbox=[888, 1006, 1176, 1036]
directory-entry: — Ernst, Kaufm., ☎ V, 6265, Finkenau 27 bbox=[252, 1366, 512, 1381]
directory-entry: — Wwe. F., Henriettenstr. 7, H. 2, ✉ 19 bbox=[888, 331, 1131, 346]
footer-note: Erklärung der vorkommenden Abkürzungen, Schriften und Zeichen am Anfang dieses Abschnitts. bbox=[441, 1966, 1323, 1987]
directory-entry: — Erich, Nahrungsmittel en gros, BCto: Vereinsb., Abt. Bahnhofstr., Albertstrasse 38, ✉ 15 bbox=[252, 916, 546, 961]
directory-entry: — Meyer, F. C., Drechslermstr., BCto: Volksb., ☎ III, 6349, Schopenstehl 31, ✉ 1, Werkst. kl. Reichenstr. 25, Wohn: das. 20, ✉ 8. Siehe Abschn. III. unter: Kegelbahn-Anlagen bbox=[1206, 1336, 1496, 1396]
margin-marks: | | | bbox=[8, 619, 15, 700]
directory-entry: — E. H. W., Ewerführ., Billw. Neuedeich 351, ✉ 27 bbox=[570, 1081, 862, 1111]
directory-entry: — Friedr., Tischler, Marschnerstr. 27a bbox=[888, 1666, 1124, 1681]
directory-entry: — Wwe. Emma, Vertreterin, ☎ VIII, 8420, Hegestr. 13, ✉ 30 bbox=[252, 751, 515, 781]
directory-entry: — Ernst, Kaufm., Friedenstr. 43, ✉ 23 bbox=[252, 1381, 487, 1396]
directory-entry: — Wwe. E. H., Wendenstr. 43, ✉ 15 bbox=[570, 991, 790, 1006]
directory-entry: — Friedr., Kutscher, b. Schlump 27, H. 7 bbox=[1206, 211, 1457, 226]
